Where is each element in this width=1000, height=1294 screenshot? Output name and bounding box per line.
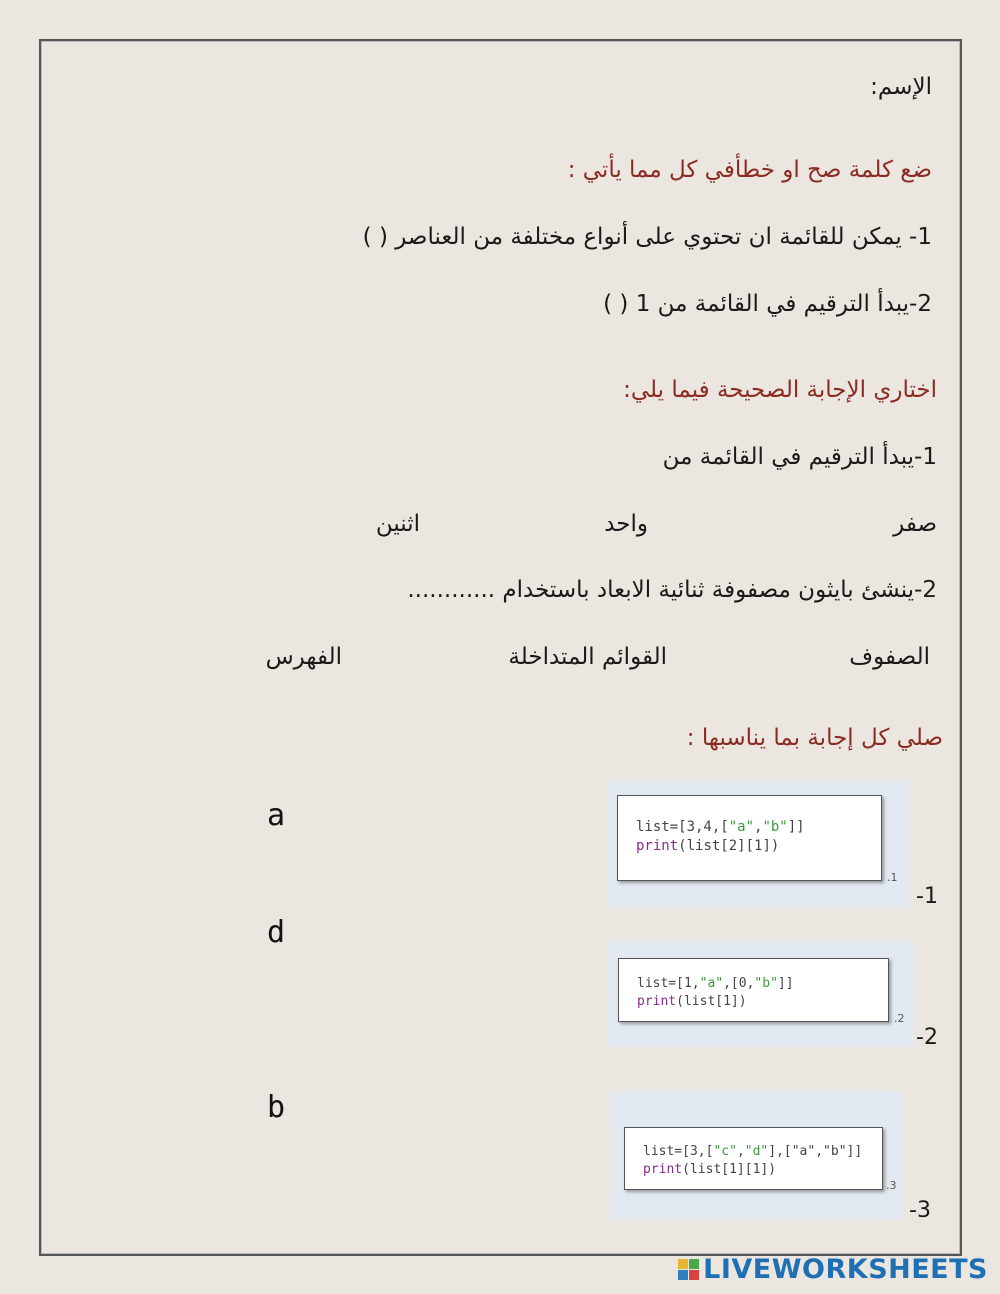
code-tag-2: .2 (894, 1012, 905, 1025)
answer-d[interactable]: d (267, 915, 286, 950)
answer-b[interactable]: b (267, 1090, 286, 1125)
answer-a[interactable]: a (267, 798, 286, 833)
option-one[interactable]: واحد (604, 511, 648, 537)
option-rows[interactable]: الصفوف (849, 644, 930, 670)
code-box-2 (618, 958, 889, 1022)
section3-title: صلي كل إجابة بما يناسبها : (686, 725, 943, 751)
code-image-1[interactable] (607, 781, 910, 907)
code-line-2: print(list[2][1]) (636, 837, 780, 854)
option-two[interactable]: اثنين (375, 511, 420, 537)
liveworksheets-icon (678, 1259, 699, 1280)
liveworksheets-logo[interactable] (678, 1252, 988, 1286)
code-line-1: list=[3,["c","d"],["a","b"]] (643, 1144, 863, 1159)
code-line-2: print(list[1]) (637, 993, 747, 1009)
section1-question-1: 1- يمكن للقائمة ان تحتوي على أنواع مختلفة من العناصر ( ) (362, 224, 932, 250)
code-box-1 (617, 795, 882, 881)
option-zero[interactable]: صفر (893, 511, 937, 537)
code-box-3 (624, 1127, 883, 1190)
code-tag-1: .1 (887, 871, 898, 884)
section2-question-2: 2-ينشئ بايثون مصفوفة ثنائية الابعاد باستخدام ............ (407, 577, 937, 603)
brand-text: LIVEWORKSHEETS (703, 1253, 988, 1285)
code-image-2[interactable] (607, 940, 914, 1047)
item-number-1: -1 (916, 884, 938, 909)
option-index[interactable]: الفهرس (265, 644, 342, 670)
item-number-3: -3 (909, 1198, 931, 1223)
section2-title: اختاري الإجابة الصحيحة فيما يلي: (623, 377, 937, 403)
code-line-1: list=[1,"a",[0,"b"]] (637, 976, 794, 991)
name-label: الإسم: (870, 74, 932, 100)
section2-question-1: 1-يبدأ الترقيم في القائمة من (662, 444, 937, 470)
code-line-1: list=[3,4,["a","b"]] (636, 819, 805, 835)
code-tag-3: .3 (886, 1179, 897, 1192)
section1-question-2: 2-يبدأ الترقيم في القائمة من 1 ( ) (603, 291, 932, 317)
page-frame (39, 39, 962, 1256)
code-image-3[interactable] (609, 1091, 902, 1219)
section1-title: ضع كلمة صح او خطأفي كل مما يأتي : (567, 157, 932, 183)
item-number-2: -2 (916, 1025, 938, 1050)
code-line-2: print(list[1][1]) (643, 1161, 777, 1177)
option-nested-lists[interactable]: القوائم المتداخلة (508, 644, 667, 670)
